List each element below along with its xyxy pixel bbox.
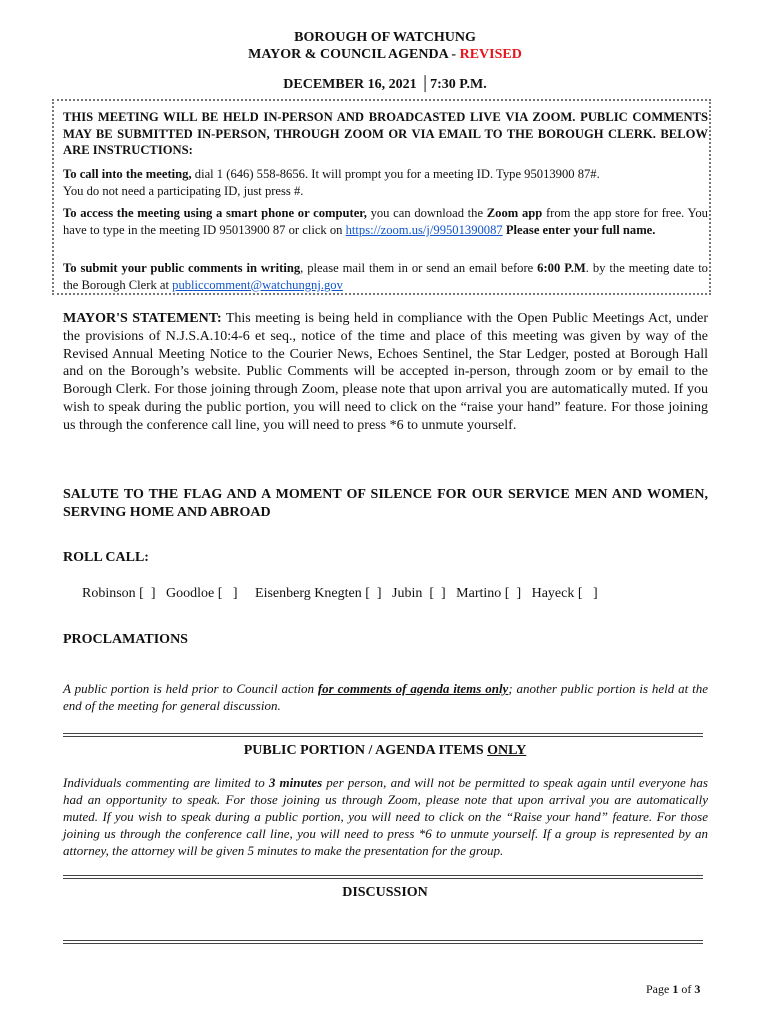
agenda-title	[0, 47, 770, 63]
submit-text-1: , please mail them in or send an email before	[300, 261, 538, 275]
submit-instructions	[63, 260, 708, 293]
mayors-statement-text: This meeting is being held in compliance with the Open Public Meetings Act, under the provisions of N.J.S.A.10:4-6 et seq., notice of the time and place of this meeting was given by way of the Revised Annual Meeting Notice to the Courier News, Echoes Sentinel, the Star Ledger, posted at Borough Hall and on the Borough’s website. Public Comments will be accepted in-person, through zoom or by email to the Borough Clerk. For those joining through Zoom, please note that upon arrival you are automatically muted. If you wish to speak during the public portion, you will need to click on the “raise your hand” feature. For those joining us through the conference call line, you will need to press *6 to unmute yourself.	[63, 311, 708, 433]
section-divider	[63, 875, 703, 879]
proclamations-text	[63, 680, 708, 714]
zoom-app-label: Zoom app	[486, 206, 543, 220]
submit-label: To submit your public comments in writing	[63, 261, 301, 275]
page-of: of	[678, 982, 695, 996]
public-portion-title-prefix: PUBLIC PORTION / AGENDA ITEMS	[243, 743, 488, 758]
org-title: BOROUGH OF WATCHUNG	[294, 30, 476, 45]
section-divider	[63, 733, 703, 737]
page-total: 3	[694, 982, 701, 996]
access-text-2: from the app store for free. You have to type in the meeting ID 95013900 87 or click on	[63, 206, 708, 237]
section-divider	[63, 940, 703, 944]
public-comment-email-link[interactable]: publiccomment@watchungnj.gov	[172, 277, 343, 292]
public-portion-title	[0, 743, 770, 759]
page-current: 1	[672, 982, 679, 996]
meeting-date-time: DECEMBER 16, 2021 │7:30 P.M.	[283, 77, 487, 92]
access-instructions	[63, 205, 708, 238]
page-number	[646, 982, 700, 997]
access-label: To access the meeting using a smart phone or computer,	[63, 206, 367, 220]
zoom-meeting-link[interactable]: https://zoom.us/j/99501390087	[345, 222, 503, 237]
mayors-statement	[63, 310, 708, 435]
revised-label: REVISED	[459, 47, 522, 62]
page-label: Page	[646, 982, 673, 996]
proclamations-text-1: A public portion is held prior to Council action	[63, 681, 318, 696]
roll-call-members: Robinson [ ] Goodloe [ ] Eisenberg Knegten [ ] Jubin [ ] Martino [ ] Hayeck [ ]	[82, 586, 598, 601]
notice-intro: THIS MEETING WILL BE HELD IN-PERSON AND BROADCASTED LIVE VIA ZOOM. PUBLIC COMMENTS MAY BE SUBMITTED IN-PERSON, THROUGH ZOOM OR VIA EMAIL TO THE BOROUGH CLERK. BELOW ARE INSTRUCTIONS:	[63, 110, 708, 158]
discussion-title: DISCUSSION	[342, 885, 428, 900]
access-text-1: you can download the	[366, 206, 487, 220]
public-portion-text	[63, 774, 708, 859]
public-portion-only: ONLY	[487, 743, 527, 758]
call-in-label: To call into the meeting,	[63, 167, 192, 181]
roll-call-title: ROLL CALL:	[63, 550, 149, 565]
proclamations-text-2: ; another public portion is held at the end of the meeting for general discussion.	[63, 681, 708, 713]
mayors-statement-label: MAYOR'S STATEMENT:	[63, 311, 222, 326]
salute-section: SALUTE TO THE FLAG AND A MOMENT OF SILENCE FOR OUR SERVICE MEN AND WOMEN, SERVING HOME AND ABROAD	[63, 487, 708, 520]
call-in-text-2: You do not need a participating ID, just press #.	[63, 183, 304, 198]
public-portion-text-1: Individuals commenting are limited to	[63, 775, 269, 790]
agenda-items-only-note: for comments of agenda items only	[317, 681, 509, 696]
call-in-instructions	[63, 166, 708, 199]
enter-name-note: Please enter your full name.	[502, 222, 656, 237]
submit-text-2: . by the meeting date to the Borough Clerk at	[63, 261, 708, 292]
time-limit: 3 minutes	[268, 775, 323, 790]
agenda-title-prefix: MAYOR & COUNCIL AGENDA -	[248, 47, 460, 62]
submit-deadline: 6:00 P.M	[537, 261, 586, 275]
call-in-text: dial 1 (646) 558-8656. It will prompt you for a meeting ID. Type 95013900 87#.	[191, 167, 600, 181]
public-portion-text-2: per person, and will not be permitted to speak again until everyone has had an opportunity to speak. For those joining us through Zoom, please note that upon arrival you are automatically muted. If you wish to speak during a public portion, you will need to click on the “Raise your hand” feature. For those joining us through the conference call line, you will need to press *6 to unmute yourself. If a group is represented by an attorney, the attorney will be given 5 minutes to make the presentation for the group.	[63, 775, 708, 858]
proclamations-title: PROCLAMATIONS	[63, 632, 188, 647]
